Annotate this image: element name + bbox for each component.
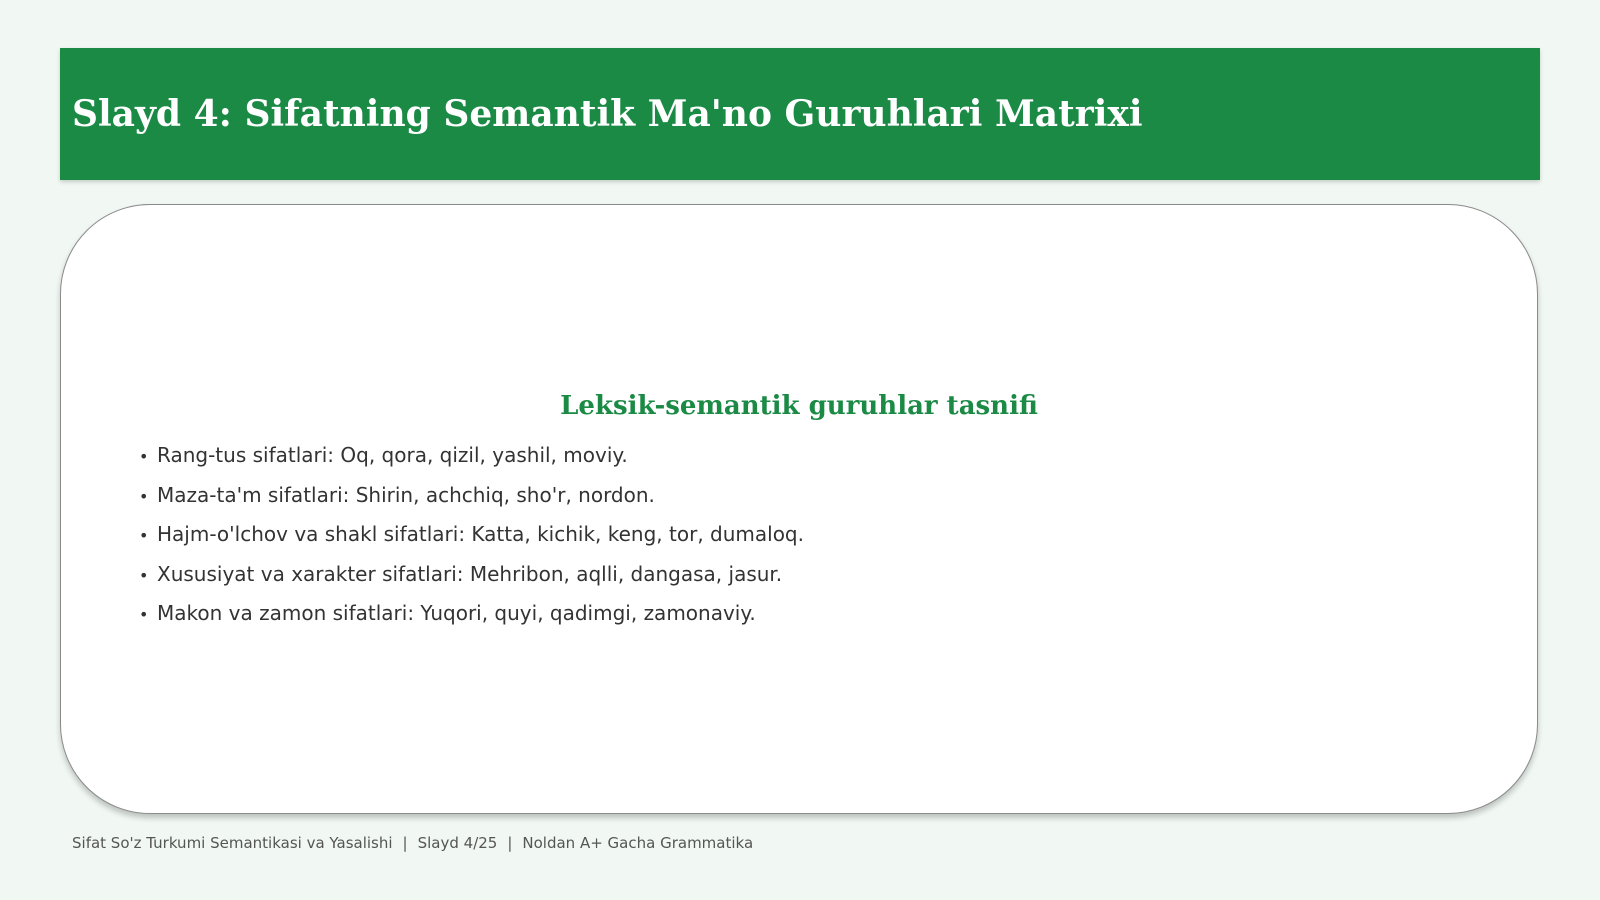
list-item-text: Rang-tus sifatlari: Oq, qora, qizil, yashil, moviy. [157,443,628,467]
bullet-list [139,443,804,641]
content-card [60,204,1538,814]
list-item [139,443,804,483]
footer-separator: | [507,834,513,852]
bullet-icon: • [139,605,149,624]
list-item [139,522,804,562]
slide-title: Slayd 4: Sifatning Semantik Ma'no Guruhlari Matrixi [72,93,1143,135]
list-item-text: Hajm-o'lchov va shakl sifatlari: Katta, kichik, keng, tor, dumaloq. [157,522,804,546]
bullet-icon: • [139,486,149,506]
bullet-icon: • [139,447,149,466]
slide-header [60,48,1540,180]
section-heading: Leksik-semantik guruhlar tasnifi [560,391,1038,421]
bullet-icon: • [139,565,149,585]
list-item-text: Maza-ta'm sifatlari: Shirin, achchiq, sho'r, nordon. [157,482,655,507]
list-item [139,562,804,602]
footer-separator: | [402,834,408,852]
footer-slide-number: Slayd 4/25 [417,834,498,852]
footer-course-title: Sifat So'z Turkumi Semantikasi va Yasalishi [72,834,393,852]
slide-footer [72,834,753,852]
list-item [139,601,804,641]
footer-series: Noldan A+ Gacha Grammatika [522,834,754,852]
list-item-text: Xususiyat va xarakter sifatlari: Mehribon, aqlli, dangasa, jasur. [157,561,783,586]
list-item [139,483,804,523]
list-item-text: Makon va zamon sifatlari: Yuqori, quyi, qadimgi, zamonaviy. [157,601,756,625]
bullet-icon: • [139,526,149,545]
